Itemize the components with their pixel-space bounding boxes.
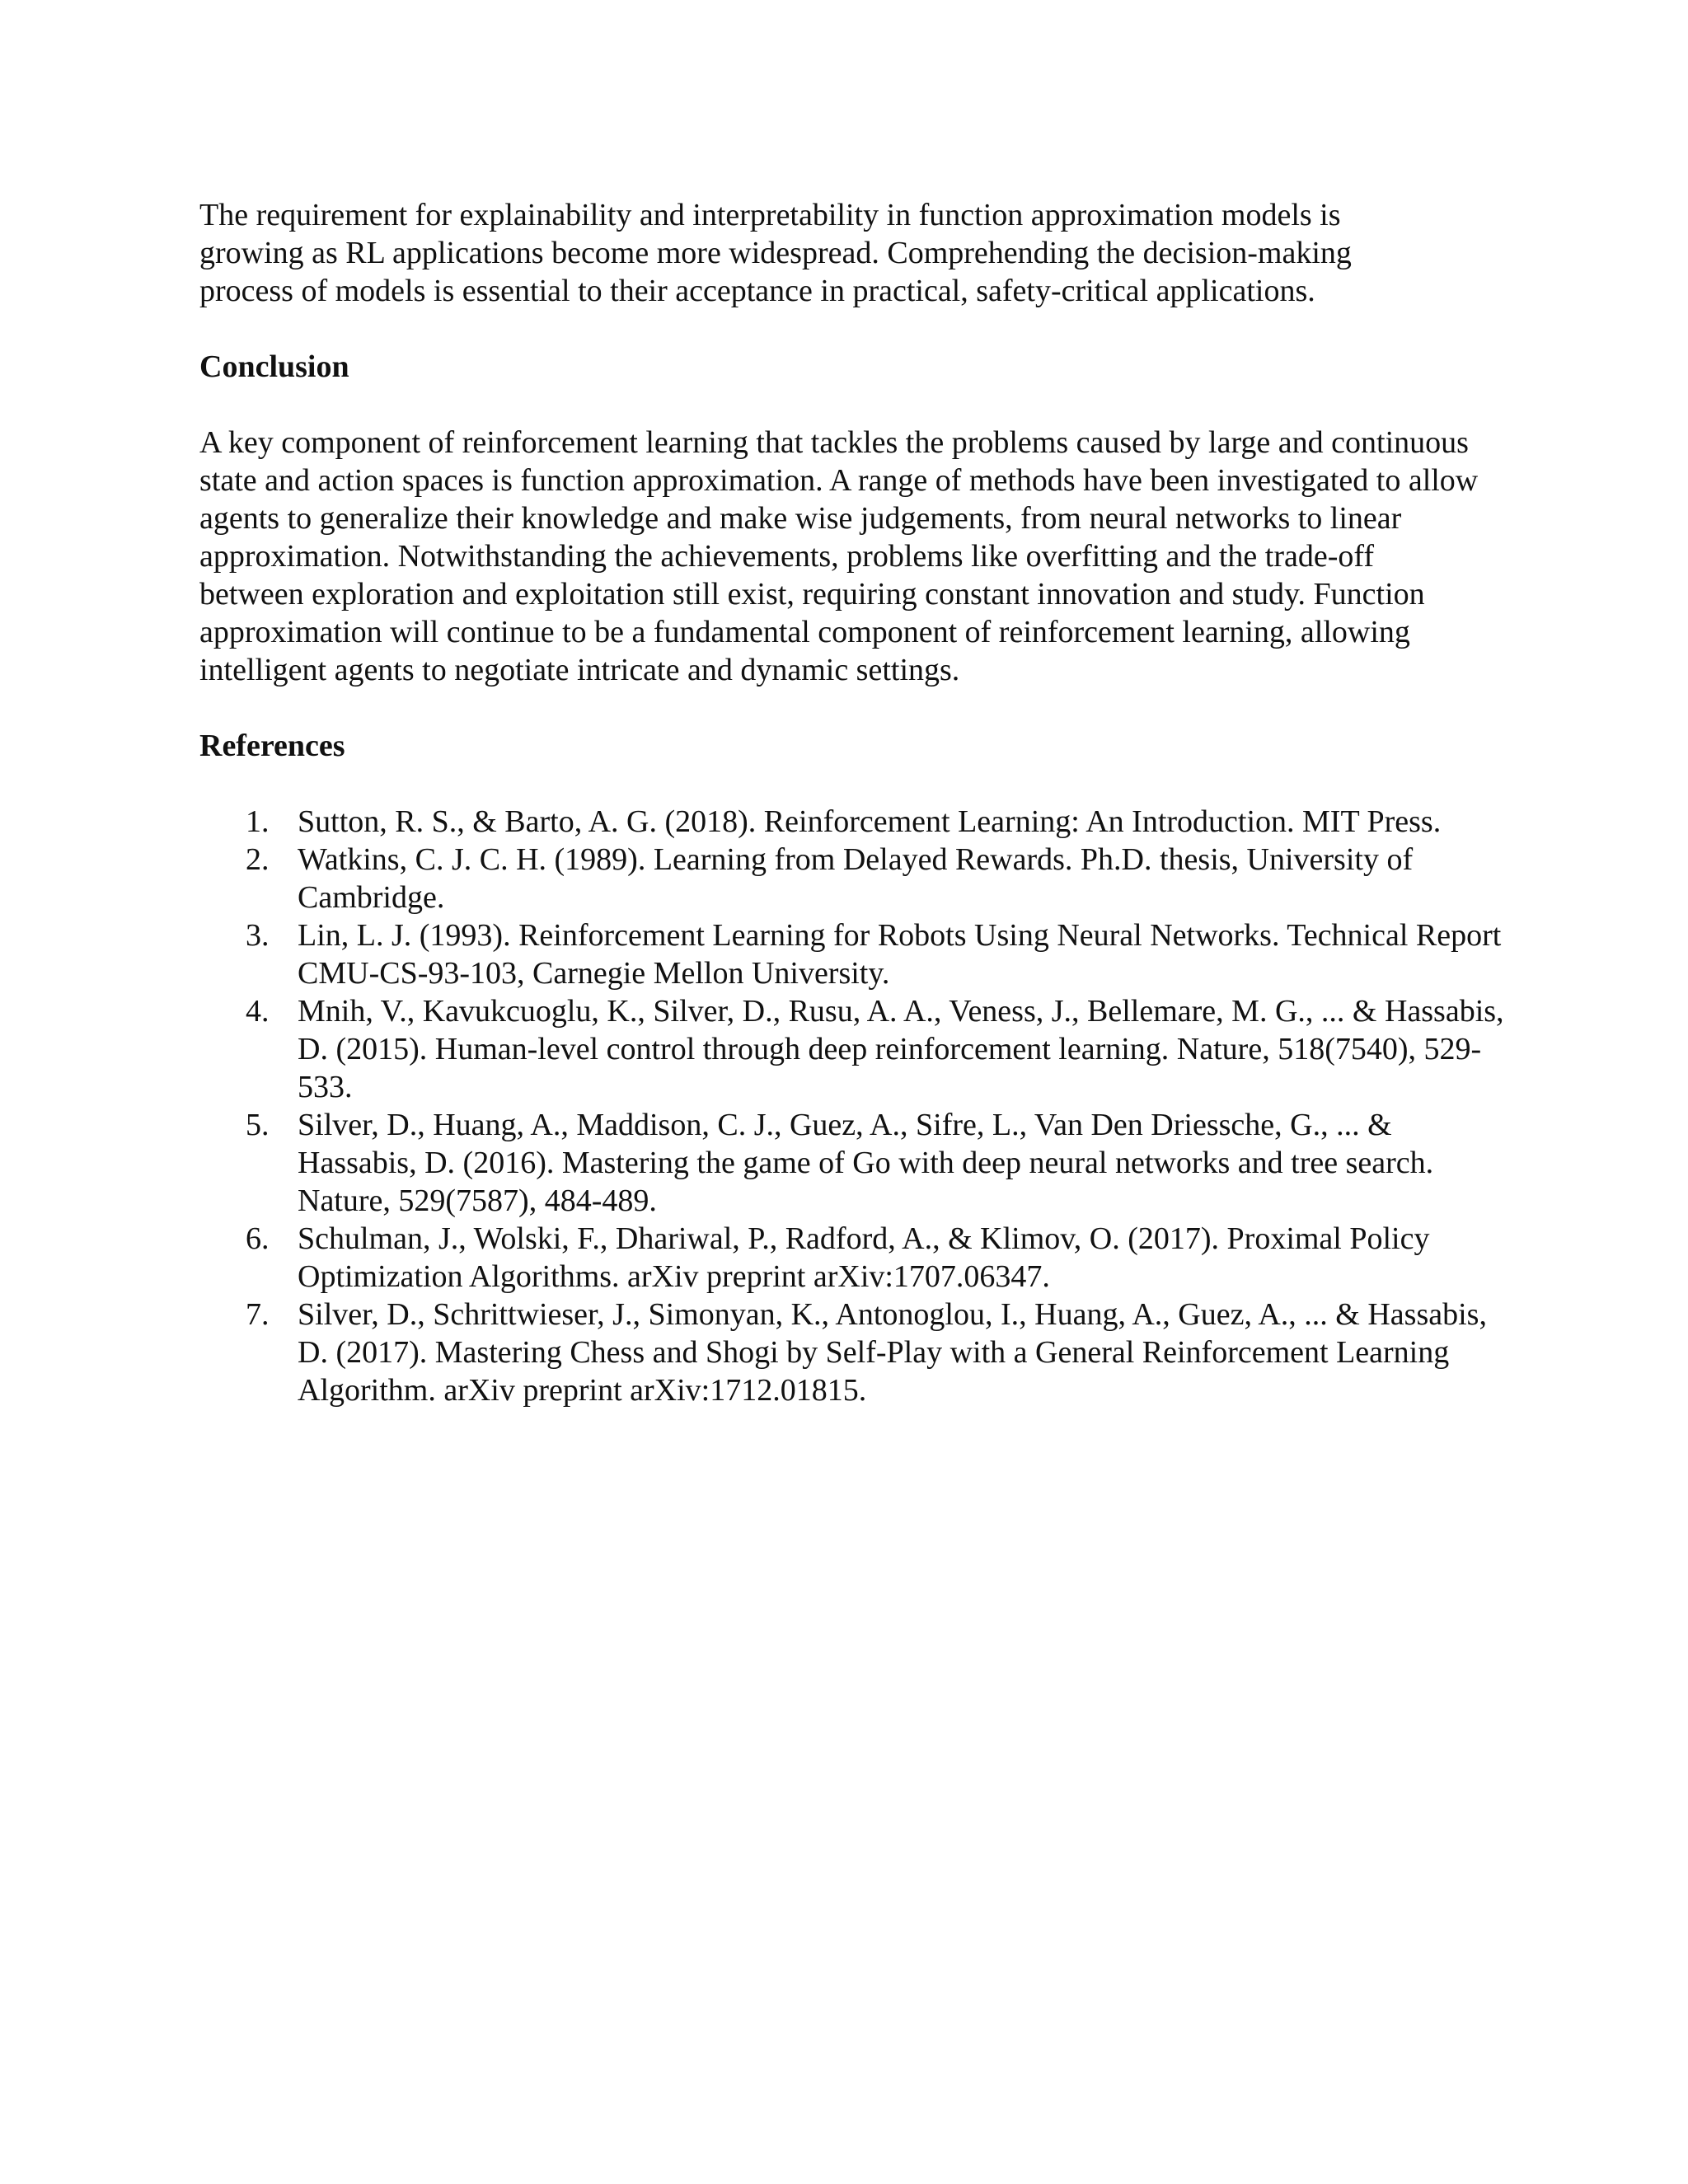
references-heading: References [199,729,345,763]
reference-text: Schulman, J., Wolski, F., Dhariwal, P., Radford, A., & Klimov, O. (2017). Proximal Policy Optimization Algorithms. arXiv preprint arXiv:1707.06347. [298,1221,1430,1294]
conclusion-heading: Conclusion [199,349,349,384]
conclusion-paragraph: A key component of reinforcement learning that tackles the problems caused by large and continuous state and action spaces is function approximation. A range of methods have been investigated to allow agents to generalize their knowledge and make wise judgements, from neural networks to linear approximation. Notwithstanding the achievements, problems like overfitting and the trade-off between exploration and exploitation still exist, requiring constant innovation and study. Function approximation will continue to be a fundamental component of reinforcement learning, allowing intelligent agents to negotiate intricate and dynamic settings. [199,425,1479,687]
reference-number: 7. [246,1297,270,1332]
reference-number: 3. [246,918,270,953]
reference-text: Silver, D., Huang, A., Maddison, C. J., Guez, A., Sifre, L., Van Den Driessche, G., ... & Hassabis, D. (2016). Mastering the game of Go with deep neural networks and tree search. Nature, 529(7587), 484-489. [298,1108,1434,1218]
reference-text: Lin, L. J. (1993). Reinforcement Learning for Robots Using Neural Networks. Technical Report CMU-CS-93-103, Carnegie Mellon University. [298,918,1502,991]
reference-item [199,992,1517,1106]
reference-item [199,1296,1517,1409]
reference-number: 6. [246,1221,270,1256]
references-list [199,803,1518,1409]
reference-number: 5. [246,1108,270,1142]
document-page [199,196,1518,1409]
reference-number: 1. [246,804,270,839]
reference-item [199,916,1517,992]
reference-item [199,1220,1517,1296]
reference-item [199,803,1517,841]
reference-text: Sutton, R. S., & Barto, A. G. (2018). Reinforcement Learning: An Introduction. MIT Press. [298,804,1442,839]
reference-number: 4. [246,994,270,1029]
reference-text: Watkins, C. J. C. H. (1989). Learning from Delayed Rewards. Ph.D. thesis, University of Cambridge. [298,842,1414,915]
reference-item [199,841,1517,916]
reference-number: 2. [246,842,270,877]
reference-item [199,1106,1517,1220]
intro-paragraph: The requirement for explainability and interpretability in function approximation models is growing as RL applications become more widespread. Comprehending the decision-making process of models is essential to their acceptance in practical, safety-critical applications. [199,198,1352,308]
reference-text: Silver, D., Schrittwieser, J., Simonyan, K., Antonoglou, I., Huang, A., Guez, A., ... & Hassabis, D. (2017). Mastering Chess and Shogi by Self-Play with a General Reinforcement Learning Algorithm. arXiv preprint arXiv:1712.01815. [298,1297,1487,1408]
reference-text: Mnih, V., Kavukcuoglu, K., Silver, D., Rusu, A. A., Veness, J., Bellemare, M. G., ... & Hassabis, D. (2015). Human-level control through deep reinforcement learning. Nature, 518(7540), 529-533. [298,994,1504,1104]
